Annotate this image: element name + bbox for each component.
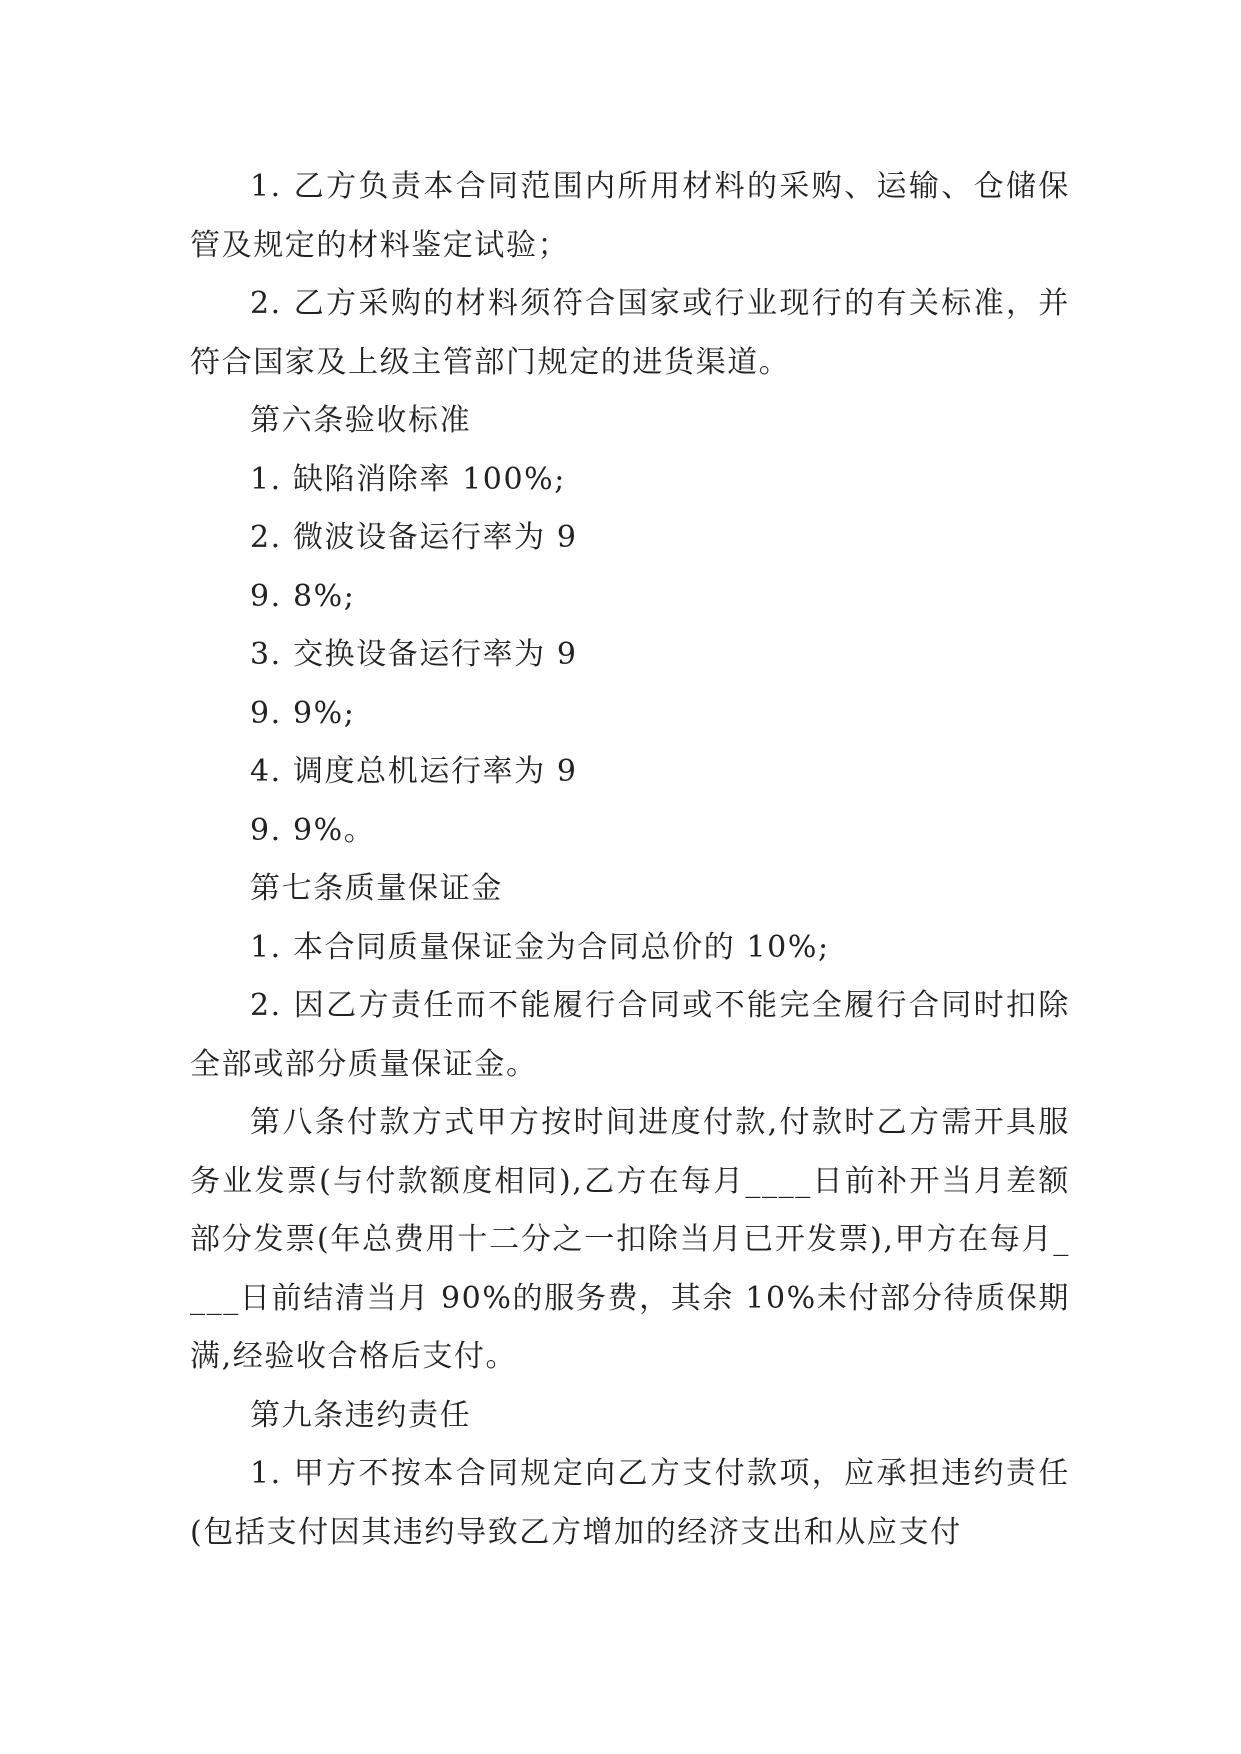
paragraph-breach-party-a: 1. 甲方不按本合同规定向乙方支付款项，应承担违约责任(包括支付因其违约导致乙方增加的经济支出和从应支付 — [190, 1456, 1070, 1550]
section-heading-article-9: 第九条违约责任 — [250, 1397, 472, 1433]
paragraph-defect-rate: 1. 缺陷消除率 100%; — [250, 461, 566, 497]
paragraph-switching-rate: 3. 交换设备运行率为 9 — [250, 637, 578, 672]
paragraph-microwave-rate-cont: 9. 8%; — [250, 578, 356, 614]
paragraph-material-procurement: 1. 乙方负责本合同范围内所用材料的采购、运输、仓储保管及规定的材料鉴定试验； — [190, 169, 1070, 263]
paragraph-deposit-deduction: 2. 因乙方责任而不能履行合同或不能完全履行合同时扣除全部或部分质量保证金。 — [190, 988, 1070, 1082]
section-heading-article-7: 第七条质量保证金 — [250, 871, 503, 906]
paragraph-article-8-payment: 第八条付款方式甲方按时间进度付款,付款时乙方需开具服务业发票(与付款额度相同),乙方在每月____日前补开当月差额部分发票(年总费用十二分之一扣除当月已开发票),甲方在每月____日前结清当月 90%的服务费，其余 10%未付部分待质保期满,经验收合格后支付。 — [190, 1105, 1070, 1374]
document-body — [190, 158, 1070, 1562]
paragraph-material-standards: 2. 乙方采购的材料须符合国家或行业现行的有关标准，并符合国家及上级主管部门规定的进货渠道。 — [190, 286, 1070, 380]
section-heading-article-6: 第六条验收标准 — [250, 403, 472, 438]
paragraph-dispatch-rate: 4. 调度总机运行率为 9 — [250, 754, 578, 789]
paragraph-microwave-rate: 2. 微波设备运行率为 9 — [250, 520, 578, 555]
paragraph-dispatch-rate-cont: 9. 9%。 — [250, 812, 376, 848]
paragraph-deposit-amount: 1. 本合同质量保证金为合同总价的 10%; — [250, 929, 830, 965]
paragraph-switching-rate-cont: 9. 9%; — [250, 695, 356, 731]
